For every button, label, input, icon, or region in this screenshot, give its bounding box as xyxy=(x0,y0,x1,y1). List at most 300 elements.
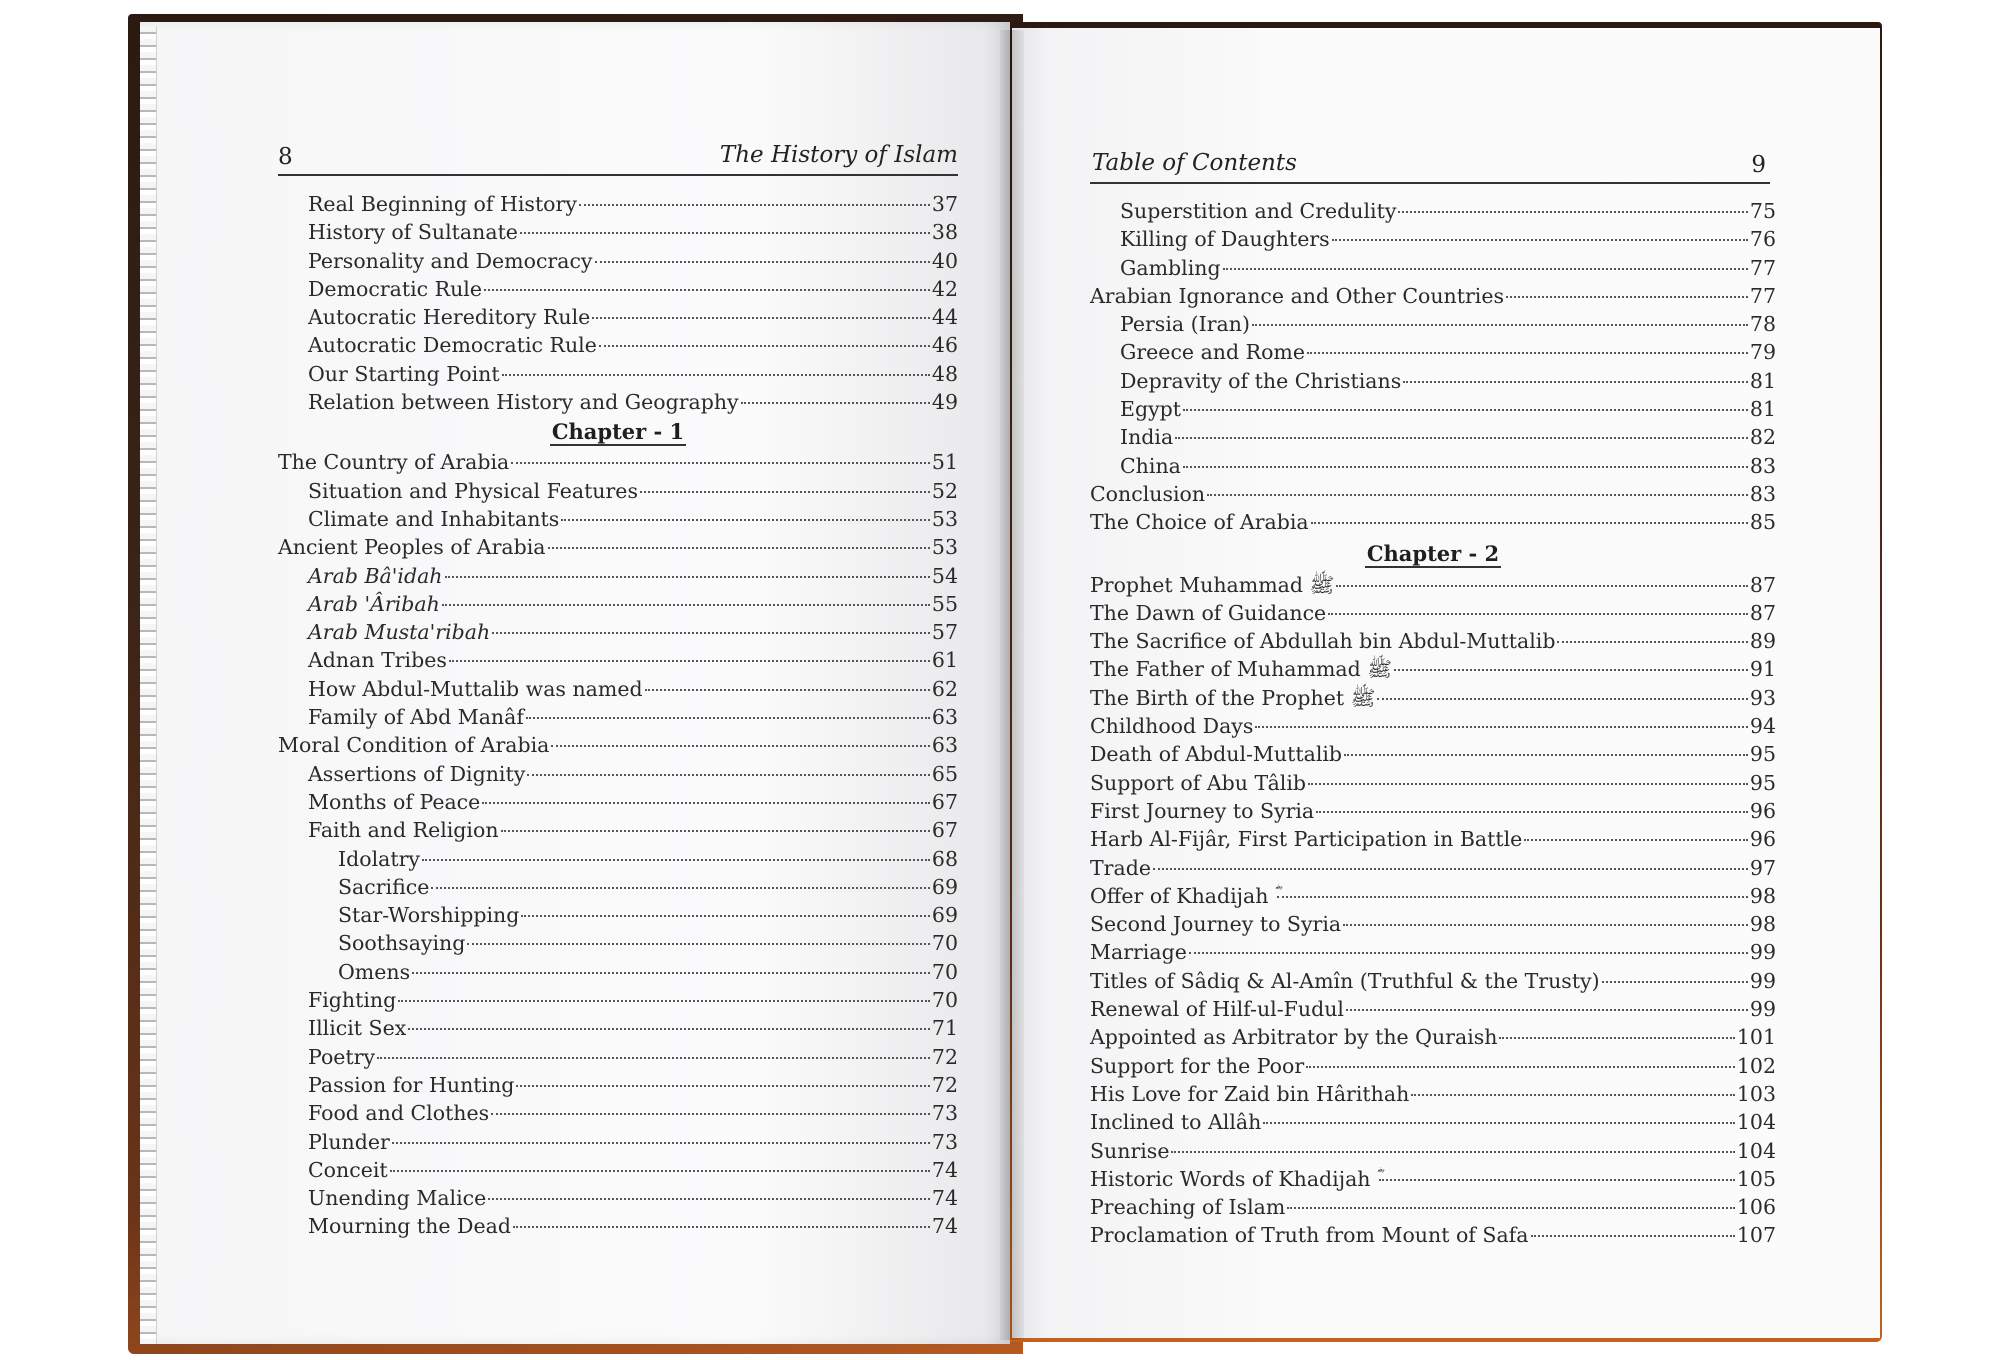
toc-entry xyxy=(278,1071,958,1099)
dot-leader xyxy=(1499,1037,1734,1039)
toc-entry xyxy=(278,901,958,929)
dot-leader xyxy=(390,1170,930,1172)
toc-entry xyxy=(1090,599,1776,627)
toc-entry xyxy=(1090,825,1776,853)
toc-entry-page: 54 xyxy=(931,563,958,588)
toc-entry-page: 101 xyxy=(1736,1025,1776,1050)
toc-entry xyxy=(278,533,958,561)
toc-entry-page: 79 xyxy=(1749,340,1776,365)
toc-entry-title: Illicit Sex xyxy=(308,1016,407,1041)
toc-entry-page: 78 xyxy=(1749,312,1776,337)
dot-leader xyxy=(511,462,930,464)
toc-entry xyxy=(278,873,958,901)
dot-leader xyxy=(1183,409,1748,411)
chapter-heading-label: Chapter - 1 xyxy=(551,419,685,445)
dot-leader xyxy=(1255,726,1747,728)
dot-leader xyxy=(431,887,930,889)
toc-entry-page: 93 xyxy=(1749,685,1776,710)
toc-entry-title: First Journey to Syria xyxy=(1090,798,1315,823)
toc-entry xyxy=(278,448,958,476)
toc-entry xyxy=(278,845,958,873)
toc-entry-page: 71 xyxy=(931,1016,958,1041)
toc-entry-page: 81 xyxy=(1749,368,1776,393)
dot-leader xyxy=(392,1142,930,1144)
toc-entry xyxy=(278,590,958,618)
toc-entry-title: Childhood Days xyxy=(1090,714,1254,739)
dot-leader xyxy=(592,317,930,319)
toc-entry-title: Greece and Rome xyxy=(1120,340,1305,365)
toc-entry-page: 74 xyxy=(931,1157,958,1182)
toc-entry-title: Adnan Tribes xyxy=(308,648,447,673)
toc-entry xyxy=(1090,769,1776,797)
dot-leader xyxy=(412,972,930,974)
toc-entry-title: Situation and Physical Features xyxy=(308,478,638,503)
toc-entry xyxy=(278,1099,958,1127)
toc-entry xyxy=(1090,910,1776,938)
toc-entry-page: 99 xyxy=(1749,940,1776,965)
toc-entry-page: 61 xyxy=(931,648,958,673)
toc-entry-page: 42 xyxy=(931,276,958,301)
toc-entry-page: 53 xyxy=(931,506,958,531)
toc-entry-title: Our Starting Point xyxy=(308,361,500,386)
toc-entry-title: Offer of Khadijah ؓ xyxy=(1090,883,1275,908)
toc-entry-page: 69 xyxy=(931,903,958,928)
toc-entry-title: Appointed as Arbitrator by the Quraish xyxy=(1090,1025,1498,1050)
dot-leader xyxy=(1344,754,1748,756)
toc-entry-page: 107 xyxy=(1736,1223,1776,1248)
toc-entry xyxy=(278,816,958,844)
toc-entry xyxy=(278,477,958,505)
toc-entry xyxy=(278,218,958,246)
toc-entry-page: 87 xyxy=(1749,572,1776,597)
toc-entry xyxy=(1090,508,1776,536)
dot-leader xyxy=(1403,381,1748,383)
toc-entry xyxy=(1090,395,1776,423)
toc-entry-title: Soothsaying xyxy=(338,931,466,956)
dot-leader xyxy=(482,802,930,804)
dot-leader xyxy=(513,1226,930,1228)
toc-entry-title: The Birth of the Prophet ﷺ xyxy=(1090,685,1376,710)
toc-entry-page: 95 xyxy=(1749,742,1776,767)
toc-entry-page: 67 xyxy=(931,818,958,843)
left-page-header xyxy=(278,140,958,176)
toc-entry-page: 74 xyxy=(931,1214,958,1239)
dot-leader xyxy=(377,1057,930,1059)
toc-entry-title: China xyxy=(1120,453,1181,478)
dot-leader xyxy=(1311,522,1748,524)
dot-leader xyxy=(501,830,930,832)
dot-leader xyxy=(445,576,930,578)
toc-entry xyxy=(1090,1052,1776,1080)
toc-entry-title: Autocratic Democratic Rule xyxy=(308,333,597,358)
toc-entry-title: How Abdul-Muttalib was named xyxy=(308,676,643,701)
right-page-header xyxy=(1090,148,1770,184)
toc-entry xyxy=(1090,254,1776,282)
toc-entry xyxy=(278,1014,958,1042)
toc-entry-title: Fighting xyxy=(308,988,397,1013)
toc-entry-title: Omens xyxy=(338,959,411,984)
toc-entry-page: 72 xyxy=(931,1072,958,1097)
toc-entry-page: 103 xyxy=(1736,1081,1776,1106)
toc-entry xyxy=(278,646,958,674)
toc-entry xyxy=(278,275,958,303)
toc-entry-title: Conclusion xyxy=(1090,481,1206,506)
toc-entry xyxy=(1090,740,1776,768)
toc-entry xyxy=(278,562,958,590)
toc-entry xyxy=(278,1184,958,1212)
dot-leader xyxy=(1287,1207,1735,1209)
toc-entry-title: Democratic Rule xyxy=(308,276,482,301)
dot-leader xyxy=(1411,1094,1735,1096)
toc-entry xyxy=(1090,938,1776,966)
toc-entry-title: Assertions of Dignity xyxy=(308,761,526,786)
toc-entry-page: 96 xyxy=(1749,827,1776,852)
toc-entry-page: 55 xyxy=(931,591,958,616)
dot-leader xyxy=(492,632,930,634)
toc-entry-page: 96 xyxy=(1749,798,1776,823)
chapter-heading-label: Chapter - 2 xyxy=(1366,540,1500,566)
toc-entry xyxy=(1090,571,1776,599)
dot-leader xyxy=(449,660,930,662)
toc-entry xyxy=(1090,282,1776,310)
dot-leader xyxy=(1223,268,1748,270)
toc-entry-title: The Choice of Arabia xyxy=(1090,510,1309,535)
toc-entry-page: 104 xyxy=(1736,1110,1776,1135)
toc-entry xyxy=(1090,1193,1776,1221)
toc-entry xyxy=(278,1156,958,1184)
toc-entry-title: Egypt xyxy=(1120,397,1182,422)
dot-leader xyxy=(1171,1151,1734,1153)
toc-entry-title: Harb Al-Fijâr, First Participation in Battle xyxy=(1090,827,1523,852)
toc-entry xyxy=(1090,967,1776,995)
toc-entry xyxy=(278,958,958,986)
toc-entry-page: 51 xyxy=(931,450,958,475)
chapter-heading xyxy=(278,416,958,448)
toc-entry-title: Preaching of Islam xyxy=(1090,1195,1286,1220)
toc-entry-page: 38 xyxy=(931,220,958,245)
dot-leader xyxy=(502,374,930,376)
toc-entry-page: 99 xyxy=(1749,968,1776,993)
toc-entry xyxy=(278,247,958,275)
left-running-title: The History of Islam xyxy=(719,142,958,168)
dot-leader xyxy=(1394,669,1748,671)
toc-entry-page: 85 xyxy=(1749,510,1776,535)
toc-entry xyxy=(1090,1023,1776,1051)
toc-entry-page: 87 xyxy=(1749,600,1776,625)
toc-entry-title: India xyxy=(1120,425,1174,450)
dot-leader xyxy=(1506,296,1748,298)
toc-entry-title: Trade xyxy=(1090,855,1151,880)
chapter-heading xyxy=(1090,537,1776,571)
toc-entry xyxy=(278,303,958,331)
toc-entry-title: Second Journey to Syria xyxy=(1090,912,1342,937)
dot-leader xyxy=(1379,1179,1735,1181)
toc-entry-page: 65 xyxy=(931,761,958,786)
dot-leader xyxy=(1531,1235,1735,1237)
toc-entry-title: The Dawn of Guidance xyxy=(1090,600,1327,625)
toc-entry xyxy=(278,1128,958,1156)
toc-entry-page: 68 xyxy=(931,846,958,871)
toc-entry-page: 40 xyxy=(931,248,958,273)
dot-leader xyxy=(741,402,930,404)
dot-leader xyxy=(442,604,930,606)
toc-entry-page: 53 xyxy=(931,535,958,560)
toc-entry xyxy=(278,929,958,957)
toc-entry xyxy=(1090,423,1776,451)
dot-leader xyxy=(488,1198,930,1200)
toc-entry-title: Arab 'Âribah xyxy=(308,591,440,616)
toc-entry xyxy=(1090,452,1776,480)
toc-entry xyxy=(1090,310,1776,338)
toc-entry-page: 73 xyxy=(931,1101,958,1126)
toc-entry-page: 48 xyxy=(931,361,958,386)
toc-entry-title: Real Beginning of History xyxy=(308,192,577,216)
toc-entry-page: 105 xyxy=(1736,1166,1776,1191)
toc-entry-page: 98 xyxy=(1749,883,1776,908)
dot-leader xyxy=(1377,698,1748,700)
toc-entry-page: 69 xyxy=(931,874,958,899)
toc-entry xyxy=(278,190,958,218)
toc-entry-page: 75 xyxy=(1749,199,1776,223)
dot-leader xyxy=(551,745,930,747)
toc-entry-page: 70 xyxy=(931,959,958,984)
toc-entry-page: 62 xyxy=(931,676,958,701)
toc-entry-page: 77 xyxy=(1749,255,1776,280)
toc-entry-page: 98 xyxy=(1749,912,1776,937)
toc-entry xyxy=(1090,1080,1776,1108)
toc-entry xyxy=(1090,1221,1776,1249)
toc-entry-title: The Father of Muhammad ﷺ xyxy=(1090,657,1393,682)
toc-entry-title: Star-Worshipping xyxy=(338,903,520,928)
toc-entry-title: Personality and Democracy xyxy=(308,248,593,273)
toc-entry-page: 46 xyxy=(931,333,958,358)
toc-entry-title: Depravity of the Christians xyxy=(1120,368,1402,393)
toc-entry-page: 73 xyxy=(931,1129,958,1154)
toc-entry xyxy=(1090,1165,1776,1193)
toc-entry-title: Inclined to Allâh xyxy=(1090,1110,1262,1135)
toc-entry-title: Autocratic Hereditory Rule xyxy=(308,305,591,330)
toc-entry-title: Proclamation of Truth from Mount of Safa xyxy=(1090,1223,1529,1248)
toc-entry xyxy=(278,986,958,1014)
toc-entry xyxy=(1090,712,1776,740)
toc-entry-title: Renewal of Hilf-ul-Fudul xyxy=(1090,997,1344,1022)
toc-entry-title: Mourning the Dead xyxy=(308,1214,511,1239)
toc-entry-title: Passion for Hunting xyxy=(308,1072,515,1097)
dot-leader xyxy=(491,1113,930,1115)
toc-entry-title: Food and Clothes xyxy=(308,1101,490,1126)
dot-leader xyxy=(527,774,930,776)
toc-entry-page: 83 xyxy=(1749,481,1776,506)
dot-leader xyxy=(548,547,930,549)
toc-entry-page: 102 xyxy=(1736,1053,1776,1078)
toc-entry-title: Faith and Religion xyxy=(308,818,499,843)
toc-entry-title: Historic Words of Khadijah ؓ xyxy=(1090,1166,1378,1191)
toc-entry xyxy=(1090,627,1776,655)
toc-entry-title: Climate and Inhabitants xyxy=(308,506,560,531)
toc-entry-title: Marriage xyxy=(1090,940,1187,965)
dot-leader xyxy=(1328,613,1748,615)
spiral-binding-edge xyxy=(140,26,157,1344)
toc-entry-title: The Sacrifice of Abdullah bin Abdul-Muttalib xyxy=(1090,629,1556,654)
toc-entry-title: Arab Musta'ribah xyxy=(308,620,491,645)
toc-entry-page: 95 xyxy=(1749,770,1776,795)
dot-leader xyxy=(1398,211,1747,213)
toc-entry-page: 99 xyxy=(1749,997,1776,1022)
toc-entry xyxy=(1090,854,1776,882)
toc-entry-page: 83 xyxy=(1749,453,1776,478)
toc-entry-title: Months of Peace xyxy=(308,789,481,814)
toc-entry xyxy=(278,788,958,816)
dot-leader xyxy=(1207,494,1748,496)
toc-entry xyxy=(278,731,958,759)
toc-entry-page: 49 xyxy=(931,390,958,415)
toc-entry-page: 81 xyxy=(1749,397,1776,422)
spine-shadow xyxy=(1000,30,1024,1340)
dot-leader xyxy=(1346,1009,1748,1011)
dot-leader xyxy=(1343,924,1748,926)
toc-entry xyxy=(278,505,958,533)
dot-leader xyxy=(520,232,930,234)
toc-entry-title: Arab Bâ'idah xyxy=(308,563,443,588)
dot-leader xyxy=(645,689,930,691)
toc-entry-title: Plunder xyxy=(308,1129,390,1154)
toc-entry-page: 94 xyxy=(1749,714,1776,739)
toc-entry xyxy=(1090,995,1776,1023)
dot-leader xyxy=(408,1028,930,1030)
toc-entry xyxy=(1090,655,1776,683)
dot-leader xyxy=(1153,868,1748,870)
dot-leader xyxy=(1307,352,1748,354)
toc-entry-page: 89 xyxy=(1749,629,1776,654)
dot-leader xyxy=(1277,896,1748,898)
toc-entry-page: 72 xyxy=(931,1044,958,1069)
toc-entry-title: Unending Malice xyxy=(308,1186,487,1211)
dot-leader xyxy=(1308,783,1748,785)
toc-entry-title: Sunrise xyxy=(1090,1138,1170,1163)
dot-leader xyxy=(1316,811,1748,813)
toc-entry-title: History of Sultanate xyxy=(308,220,518,245)
dot-leader xyxy=(579,204,930,206)
toc-entry-title: Persia (Iran) xyxy=(1120,312,1250,337)
toc-entry-title: Gambling xyxy=(1120,255,1221,280)
toc-entry-title: Relation between History and Geography xyxy=(308,390,739,415)
toc-entry-title: Moral Condition of Arabia xyxy=(278,733,550,758)
toc-entry-page: 52 xyxy=(931,478,958,503)
toc-entry-page: 106 xyxy=(1736,1195,1776,1220)
toc-entry xyxy=(278,618,958,646)
toc-entry xyxy=(278,1043,958,1071)
dot-leader xyxy=(484,289,930,291)
toc-entry-title: Prophet Muhammad ﷺ xyxy=(1090,572,1335,597)
dot-leader xyxy=(1252,324,1748,326)
dot-leader xyxy=(1602,981,1748,983)
toc-entry-title: Superstition and Credulity xyxy=(1120,199,1397,223)
toc-entry xyxy=(1090,684,1776,712)
toc-entry-title: Titles of Sâdiq & Al-Amîn (Truthful & the Trusty) xyxy=(1090,968,1600,993)
dot-leader xyxy=(1306,1066,1735,1068)
toc-entry xyxy=(1090,367,1776,395)
toc-entry-page: 63 xyxy=(931,705,958,730)
toc-entry-title: Arabian Ignorance and Other Countries xyxy=(1090,283,1505,308)
dot-leader xyxy=(422,859,930,861)
toc-entry-title: Idolatry xyxy=(338,846,420,871)
toc-entry-title: Poetry xyxy=(308,1044,376,1069)
toc-entry xyxy=(1090,197,1776,225)
toc-entry-page: 97 xyxy=(1749,855,1776,880)
toc-entry xyxy=(1090,797,1776,825)
right-running-title: Table of Contents xyxy=(1092,150,1297,176)
right-toc-list xyxy=(1090,197,1776,1250)
dot-leader xyxy=(1183,466,1748,468)
toc-entry-page: 67 xyxy=(931,789,958,814)
dot-leader xyxy=(640,491,930,493)
toc-entry xyxy=(1090,338,1776,366)
dot-leader xyxy=(398,1000,930,1002)
toc-entry-page: 104 xyxy=(1736,1138,1776,1163)
toc-entry-title: Sacrifice xyxy=(338,874,430,899)
dot-leader xyxy=(1263,1122,1735,1124)
dot-leader xyxy=(561,519,930,521)
toc-entry-page: 77 xyxy=(1749,283,1776,308)
toc-entry xyxy=(1090,480,1776,508)
dot-leader xyxy=(1557,641,1747,643)
left-page-number: 8 xyxy=(278,144,293,170)
toc-entry-title: Family of Abd Manâf xyxy=(308,705,524,730)
toc-entry-page: 44 xyxy=(931,305,958,330)
toc-entry xyxy=(1090,1108,1776,1136)
toc-entry-title: Ancient Peoples of Arabia xyxy=(278,535,546,560)
toc-entry-page: 82 xyxy=(1749,425,1776,450)
toc-entry xyxy=(1090,225,1776,253)
toc-entry-page: 74 xyxy=(931,1186,958,1211)
toc-entry xyxy=(278,703,958,731)
toc-entry xyxy=(278,1212,958,1240)
toc-entry-title: Death of Abdul-Muttalib xyxy=(1090,742,1343,767)
toc-entry-title: The Country of Arabia xyxy=(278,450,510,475)
toc-entry-title: His Love for Zaid bin Hârithah xyxy=(1090,1081,1410,1106)
dot-leader xyxy=(1332,239,1748,241)
toc-entry xyxy=(278,760,958,788)
dot-leader xyxy=(1524,839,1748,841)
left-toc-list xyxy=(278,190,958,1241)
toc-entry-title: Conceit xyxy=(308,1157,388,1182)
toc-entry-page: 37 xyxy=(931,192,958,216)
toc-entry xyxy=(278,388,958,416)
dot-leader xyxy=(467,943,930,945)
toc-entry-page: 57 xyxy=(931,620,958,645)
dot-leader xyxy=(1189,952,1748,954)
toc-entry-page: 91 xyxy=(1749,657,1776,682)
toc-entry-title: Support of Abu Tâlib xyxy=(1090,770,1307,795)
toc-entry-page: 76 xyxy=(1749,227,1776,252)
dot-leader xyxy=(599,345,930,347)
dot-leader xyxy=(1175,437,1748,439)
toc-entry xyxy=(278,675,958,703)
dot-leader xyxy=(516,1085,930,1087)
toc-entry-title: Killing of Daughters xyxy=(1120,227,1330,252)
toc-entry-page: 70 xyxy=(931,931,958,956)
dot-leader xyxy=(1336,585,1748,587)
toc-entry xyxy=(278,331,958,359)
dot-leader xyxy=(526,717,930,719)
toc-entry-page: 70 xyxy=(931,988,958,1013)
dot-leader xyxy=(521,915,930,917)
toc-entry-page: 63 xyxy=(931,733,958,758)
right-page-number: 9 xyxy=(1751,152,1766,178)
toc-entry xyxy=(1090,1137,1776,1165)
toc-entry-title: Support for the Poor xyxy=(1090,1053,1305,1078)
toc-entry xyxy=(1090,882,1776,910)
